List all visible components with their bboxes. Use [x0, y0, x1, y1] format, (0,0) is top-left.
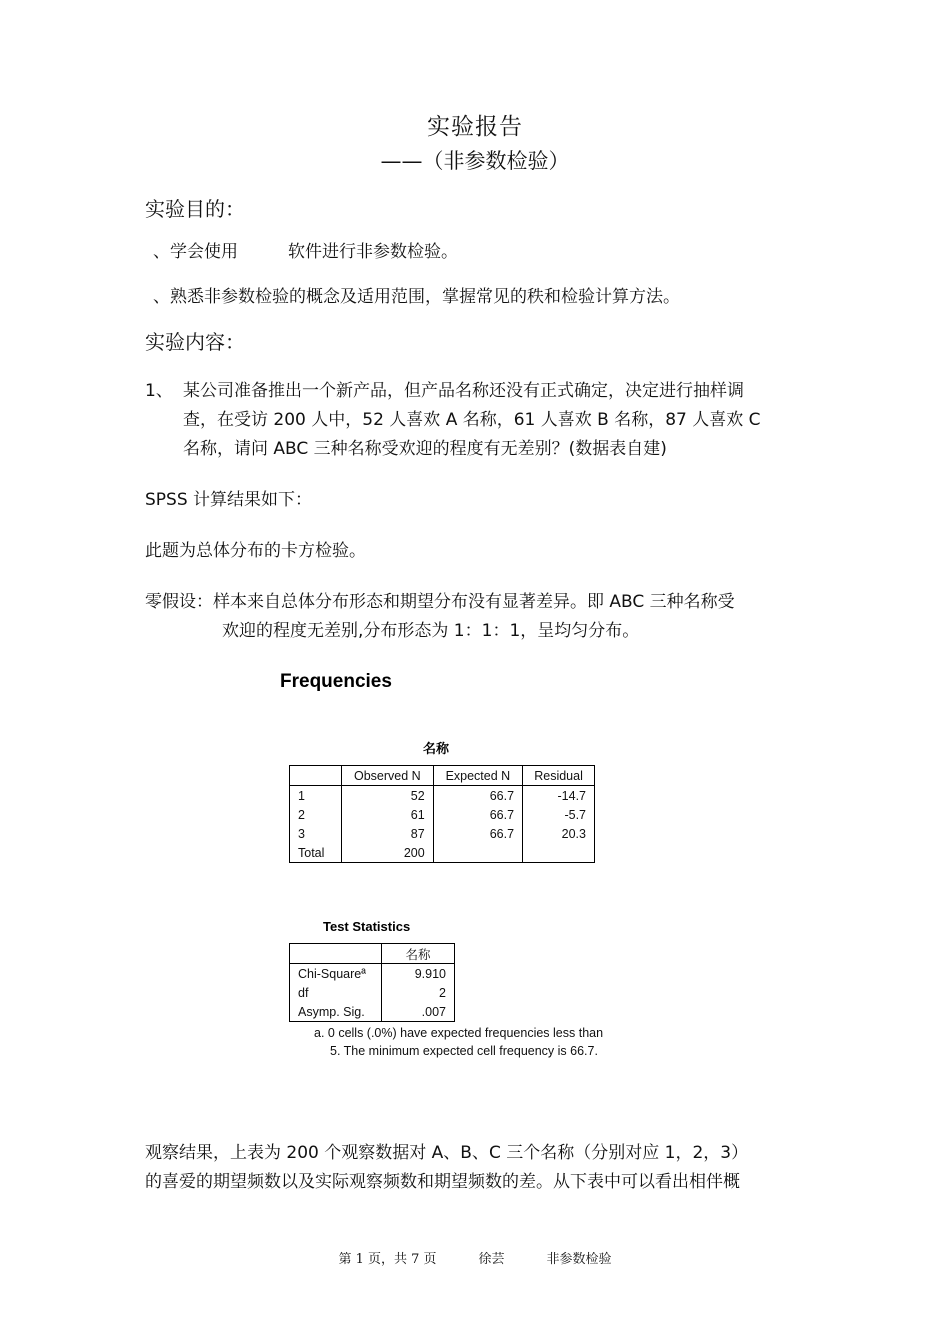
- table-cell: 66.7: [433, 786, 522, 806]
- null-hypothesis-label: 零假设：: [145, 592, 213, 612]
- table-header-row: [290, 944, 455, 964]
- table-row: [290, 1002, 455, 1022]
- table-cell: 3: [290, 824, 342, 843]
- table-cell: Chi-Squareª: [290, 964, 382, 984]
- content-heading: 实验内容：: [145, 330, 245, 354]
- table-cell: 200: [342, 843, 434, 863]
- table-header-cell: Expected N: [433, 766, 522, 786]
- purpose-item-1-text-b: 软件进行非参数检验。: [288, 242, 458, 262]
- table-cell: df: [290, 983, 382, 1002]
- test-statistics-caption: Test Statistics: [323, 919, 411, 934]
- frequencies-title: Frequencies: [280, 671, 392, 692]
- table-row: [290, 786, 595, 806]
- table-cell: 9.910: [382, 964, 455, 984]
- table-cell: [523, 843, 595, 863]
- table-header-cell: [290, 944, 382, 964]
- table-cell: 1: [290, 786, 342, 806]
- footer-author: 徐芸: [478, 1252, 505, 1267]
- question-line-1: 某公司准备推出一个新产品，但产品名称还没有正式确定，决定进行抽样调: [183, 381, 744, 401]
- table-header-cell: Residual: [523, 766, 595, 786]
- null-hypothesis-line-1: 样本来自总体分布形态和期望分布没有显著差异。即 ABC 三种名称受: [213, 592, 735, 612]
- question-line-2: 查，在受访 200 人中，52 人喜欢 A 名称，61 人喜欢 B 名称，87 人喜欢 C: [183, 410, 761, 430]
- table-cell: -14.7: [523, 786, 595, 806]
- table-cell: 66.7: [433, 824, 522, 843]
- observation-line-1: 观察结果，上表为 200 个观察数据对 A、B、C 三个名称（分别对应 1，2，3）: [145, 1143, 749, 1163]
- test-type-text: 此题为总体分布的卡方检验。: [145, 541, 366, 561]
- footer-topic: 非参数检验: [546, 1252, 612, 1267]
- purpose-item-2: 、熟悉非参数检验的概念及适用范围，掌握常见的秩和检验计算方法。: [153, 287, 680, 307]
- table-cell: 2: [290, 805, 342, 824]
- table-row: [290, 964, 455, 984]
- table-row: [290, 983, 455, 1002]
- table-cell: Asymp. Sig.: [290, 1002, 382, 1022]
- table-cell: 2: [382, 983, 455, 1002]
- table-cell: 87: [342, 824, 434, 843]
- frequencies-caption: 名称: [423, 741, 450, 756]
- table-cell: 52: [342, 786, 434, 806]
- purpose-heading: 实验目的：: [145, 197, 245, 221]
- purpose-item-1: [153, 238, 458, 267]
- table-row: [290, 843, 595, 863]
- question-1: [145, 377, 761, 464]
- table-cell: 20.3: [523, 824, 595, 843]
- observation-line-2: 的喜爱的期望频数以及实际观察频数和期望频数的差。从下表中可以看出相伴概: [145, 1172, 740, 1192]
- test-statistics-footnote-1: a. 0 cells (.0%) have expected frequencies less than: [314, 1026, 604, 1040]
- table-header-cell: 名称: [382, 944, 455, 964]
- null-hypothesis: [145, 588, 735, 646]
- spss-result-label: SPSS 计算结果如下：: [145, 490, 313, 510]
- table-header-row: [290, 766, 595, 786]
- footer-page-number: 第 1 页，共 7 页: [338, 1252, 437, 1267]
- observation-paragraph: [145, 1139, 748, 1197]
- page-footer: [0, 1248, 950, 1267]
- table-cell: [433, 843, 522, 863]
- table-cell: .007: [382, 1002, 455, 1022]
- test-statistics-table: [289, 943, 455, 1022]
- question-line-3: 名称，请问 ABC 三种名称受欢迎的程度有无差别？(数据表自建): [183, 439, 667, 459]
- table-row: [290, 824, 595, 843]
- table-header-cell: [290, 766, 342, 786]
- question-number: 1、: [145, 381, 173, 401]
- purpose-item-1-text-a: 、学会使用: [153, 242, 238, 262]
- table-row: [290, 805, 595, 824]
- null-hypothesis-line-2: 欢迎的程度无差别,分布形态为 1：1：1，呈均匀分布。: [222, 621, 640, 641]
- table-cell: -5.7: [523, 805, 595, 824]
- page-title: 实验报告: [427, 114, 523, 140]
- table-cell: 61: [342, 805, 434, 824]
- table-header-cell: Observed N: [342, 766, 434, 786]
- frequencies-table: [289, 765, 595, 863]
- test-statistics-footnote-2: 5. The minimum expected cell frequency is 66.7.: [330, 1044, 598, 1058]
- table-cell: 66.7: [433, 805, 522, 824]
- table-cell: Total: [290, 843, 342, 863]
- page-subtitle: ——（非参数检验）: [380, 149, 570, 173]
